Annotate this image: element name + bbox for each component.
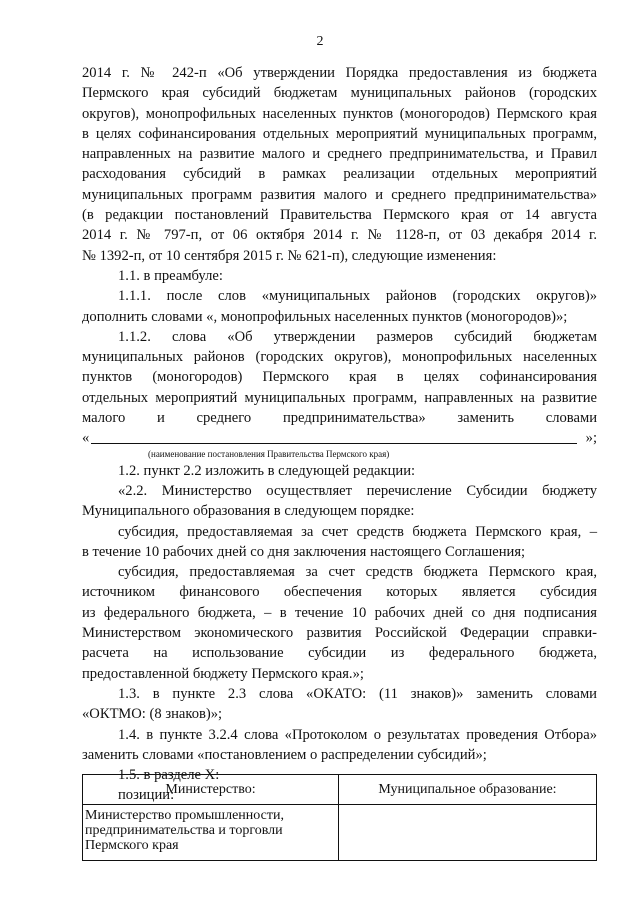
clause-1-1-2-line-4: малого и среднего предпринимательства» заменить словами	[82, 410, 597, 427]
clause-1-3-line-0: 1.3. в пункте 2.3 слова «ОКАТО: (11 знаков)» заменить словами	[118, 685, 597, 702]
clause-1-1-2-line-3: отдельных мероприятий муниципальных программ, направленных на развитие	[82, 389, 597, 406]
intro-line-8: 2014 г. № 797-п, от 06 октября 2014 г. № 1128-п, от 03 декабря 2014 г.	[82, 227, 597, 244]
blank-rule	[91, 443, 577, 444]
table-cell-municipality	[339, 805, 597, 861]
blank-open-quote: «	[82, 430, 90, 447]
intro-line-0: 2014 г. № 242-п «Об утверждении Порядка предоставления из бюджета	[82, 65, 597, 81]
blank-close-quote: »;	[585, 430, 597, 447]
fill-in-blank	[82, 428, 597, 448]
intro-line-1: Пермского края субсидий бюджетам муниципальных районов (городских	[82, 85, 597, 102]
clause-1-3-line-1: «ОКТМО: (8 знаков)»;	[82, 706, 223, 723]
clause-1-2: 1.2. пункт 2.2 изложить в следующей редакции:	[118, 462, 416, 479]
clause-1-1: 1.1. в преамбуле:	[118, 267, 223, 284]
table-header-municipality: Муниципальное образование:	[339, 775, 597, 805]
table-header-row	[83, 775, 597, 805]
clause-2-2-line-0: «2.2. Министерство осуществляет перечисление Субсидии бюджету	[118, 482, 597, 499]
table-header-ministry: Министерство:	[83, 775, 339, 805]
subsidy-b-line-5: предоставленной бюджету Пермского края.»;	[82, 665, 364, 682]
table-cell-ministry: Министерство промышленности, предпринимательства и торговли Пермского края	[83, 805, 339, 861]
document-body	[82, 63, 597, 806]
clause-1-1-1-line-1: дополнить словами «, монопрофильных населенных пунктов (моногородов)»;	[82, 308, 568, 325]
subsidy-b-line-0: субсидия, предоставляемая за счет средств бюджета Пермского края,	[118, 564, 597, 581]
table-row	[83, 805, 597, 861]
clause-2-2-line-1: Муниципального образования в следующем порядке:	[82, 503, 415, 520]
clause-1-5: 1.5. в разделе X:	[118, 767, 220, 784]
positions-table	[82, 774, 597, 861]
subsidy-b-line-4: расчета на использование субсидии из федерального бюджета,	[82, 645, 597, 662]
clause-1-4-line-1: заменить словами «постановлением о распределении субсидий»;	[82, 746, 487, 763]
page-number: 2	[316, 34, 324, 49]
subsidy-b-line-2: из федерального бюджета, – в течение 10 рабочих дней со дня подписания	[82, 604, 597, 621]
clause-1-4-line-0: 1.4. в пункте 3.2.4 слова «Протоколом о результатах проведения Отбора»	[118, 726, 597, 743]
intro-line-7: (в редакции постановлений Правительства Пермского края от 14 августа	[82, 207, 597, 224]
clause-1-1-1-line-0: 1.1.1. после слов «муниципальных районов (городских округов)»	[118, 288, 597, 305]
intro-line-5: расходования субсидий в рамках реализации отдельных мероприятий	[82, 166, 597, 183]
clause-1-1-2-line-0: 1.1.2. слова «Об утверждении размеров субсидий бюджетам	[118, 328, 597, 345]
subsidy-b-line-3: Министерством экономического развития Российской Федерации справки-	[82, 625, 597, 642]
clause-1-1-2-line-2: пунктов (моногородов) Пермского края в целях софинансирования	[82, 369, 597, 386]
blank-caption: (наименование постановления Правительства Пермского края)	[148, 448, 390, 459]
subsidy-a-line-1: в течение 10 рабочих дней со дня заключения настоящего Соглашения;	[82, 543, 526, 560]
intro-line-6: муниципальных программ развития малого и среднего предпринимательства»	[82, 186, 597, 203]
subsidy-a-line-0: субсидия, предоставляемая за счет средств бюджета Пермского края, –	[118, 523, 597, 540]
intro-line-4: направленных на развитие малого и среднего предпринимательства, и Правил	[82, 146, 597, 163]
subsidy-b-line-1: источником финансового обеспечения которых является субсидия	[82, 584, 597, 601]
intro-line-3: в целях софинансирования отдельных мероприятий муниципальных программ,	[82, 125, 597, 142]
intro-line-9: № 1392-п, от 10 сентября 2015 г. № 621-п), следующие изменения:	[82, 247, 497, 264]
intro-line-2: округов), монопрофильных населенных пунктов (моногородов) Пермского края	[82, 105, 597, 122]
clause-1-1-2-line-1: муниципальных районов (городских округов), монопрофильных населенных	[82, 349, 597, 366]
positions-label: позиции:	[118, 787, 175, 804]
